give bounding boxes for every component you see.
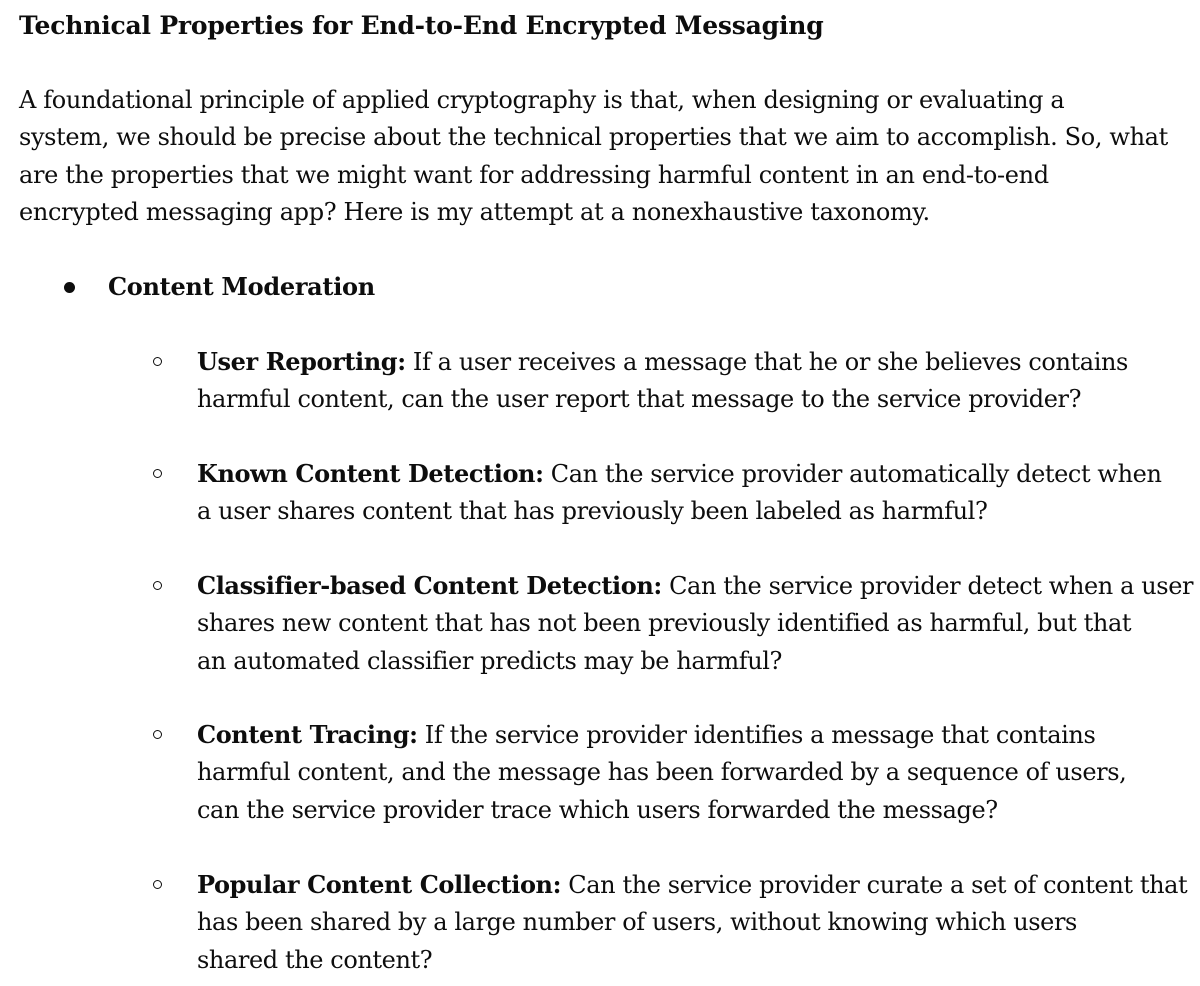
- item-text: harmful content, and the message has been forwarded by a sequence of users,: [197, 758, 1127, 787]
- item-text: If a user receives a message that he or she believes contains: [405, 348, 1128, 376]
- item-text: can the service provider trace which users forwarded the message?: [197, 795, 998, 824]
- section-heading: Content Moderation: [108, 272, 375, 301]
- item-text: If the service provider identifies a message that contains: [417, 721, 1096, 749]
- item-term: Popular Content Collection:: [197, 870, 562, 899]
- intro-line: system, we should be precise about the technical properties that we aim to accomplish. So, what: [19, 123, 1168, 152]
- intro-paragraph: [19, 82, 1189, 231]
- intro-line: are the properties that we might want for addressing harmful content in an end-to-end: [19, 160, 1049, 189]
- intro-line: encrypted messaging app? Here is my attempt at a nonexhaustive taxonomy.: [19, 197, 930, 226]
- hollow-bullet-icon: [153, 357, 162, 366]
- item-text: Can the service provider automatically detect when: [543, 460, 1162, 488]
- item-text: Can the service provider detect when a user: [661, 572, 1194, 600]
- filled-bullet-icon: [64, 282, 75, 293]
- item-term: User Reporting:: [197, 347, 406, 376]
- section-bullet: [0, 267, 1200, 307]
- document-title: Technical Properties for End-to-End Encrypted Messaging: [19, 11, 824, 40]
- hollow-bullet-icon: [153, 730, 162, 739]
- hollow-bullet-icon: [153, 581, 162, 590]
- item-text: an automated classifier predicts may be harmful?: [197, 646, 782, 675]
- item-text: has been shared by a large number of users, without knowing which users: [197, 908, 1077, 937]
- item-text: shares new content that has not been previously identified as harmful, but that: [197, 609, 1132, 638]
- hollow-bullet-icon: [153, 880, 162, 889]
- item-text: shared the content?: [197, 945, 433, 974]
- item-term: Classifier-based Content Detection:: [197, 571, 662, 600]
- item-text: Can the service provider curate a set of content that: [561, 871, 1188, 899]
- hollow-bullet-icon: [153, 469, 162, 478]
- item-text: a user shares content that has previously been labeled as harmful?: [197, 497, 988, 526]
- item-text: harmful content, can the user report that message to the service provider?: [197, 385, 1082, 414]
- intro-line: A foundational principle of applied cryptography is that, when designing or evaluating a: [19, 86, 1065, 114]
- item-term: Known Content Detection:: [197, 459, 544, 488]
- item-term: Content Tracing:: [197, 720, 418, 749]
